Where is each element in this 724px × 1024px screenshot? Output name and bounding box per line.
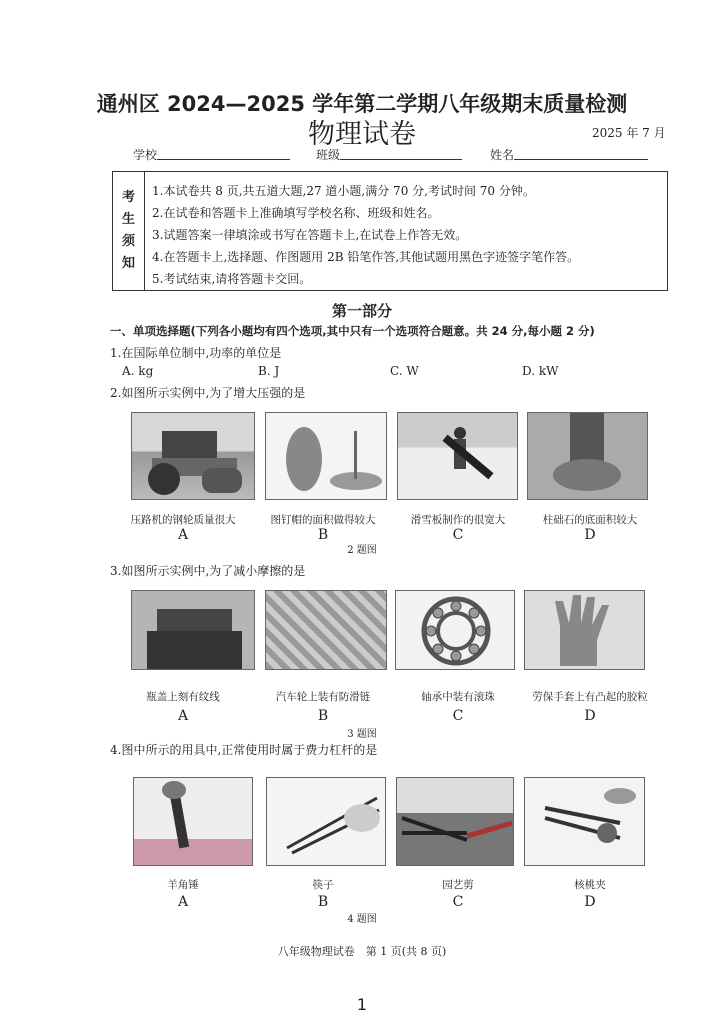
notice-item: 1.本试卷共 8 页,共五道大题,27 道小题,满分 70 分,考试时间 70 分钟。: [152, 184, 535, 198]
notice-item: 5.考试结束,请将答题卡交回。: [152, 272, 312, 286]
q1-option-c: C. W: [390, 364, 419, 378]
q3-letter-c: C: [452, 708, 464, 724]
q4-caption-d: 核桃夹: [574, 879, 606, 891]
notice-char: 须: [121, 234, 135, 249]
notice-item: 4.在答题卡上,选择题、作图题用 2B 铅笔作答,其他试题用黑色字迹签字笔作答。: [152, 250, 580, 264]
chopsticks-image: [266, 777, 386, 866]
notice-char: 生: [121, 212, 135, 227]
page-footer: 八年级物理试卷 第 1 页(共 8 页): [277, 945, 447, 958]
class-label: 班级: [316, 148, 341, 162]
school-label: 学校: [133, 148, 158, 162]
q4-stem: 4.图中所示的用具中,正常使用时属于费力杠杆的是: [110, 743, 378, 757]
nutcracker-image: [524, 777, 645, 866]
page-number: 1: [356, 995, 368, 1014]
q1-option-d: D. kW: [522, 364, 559, 378]
notice-box: [112, 171, 668, 291]
school-blank: [157, 146, 290, 160]
q4-letter-c: C: [452, 894, 464, 910]
q2-letter-b: B: [317, 527, 329, 543]
q4-letter-a: A: [177, 894, 189, 910]
name-label: 姓名: [490, 148, 515, 162]
bottle-cap-image: [131, 590, 255, 670]
q3-stem: 3.如图所示实例中,为了减小摩擦的是: [110, 564, 306, 578]
q2-letter-d: D: [584, 527, 596, 543]
q2-caption-b: 图钉帽的面积做得较大: [270, 514, 376, 526]
q2-caption-d: 柱础石的底面积较大: [542, 514, 638, 526]
q3-caption-b: 汽车轮上装有防滑链: [275, 691, 371, 703]
q3-caption-d: 劳保手套上有凸起的胶粒: [532, 691, 648, 703]
q4-letter-b: B: [317, 894, 329, 910]
ball-bearing-image: [395, 590, 515, 670]
notice-char: 知: [121, 256, 135, 271]
q2-letter-a: A: [177, 527, 189, 543]
q2-caption-a: 压路机的钢轮质量很大: [130, 514, 236, 526]
garden-shears-image: [396, 777, 514, 866]
student-fields: [133, 146, 648, 163]
pillar-base-image: [527, 412, 648, 500]
q4-caption-c: 园艺剪: [442, 879, 474, 891]
q1-option-a: A. kg: [122, 364, 154, 378]
q3-letter-a: A: [177, 708, 189, 724]
work-glove-image: [524, 590, 645, 670]
notice-items: [152, 180, 579, 290]
exam-title: 通州区 2024—2025 学年第二学期八年级期末质量检测: [96, 92, 628, 116]
q2-stem: 2.如图所示实例中,为了增大压强的是: [110, 386, 306, 400]
road-roller-image: [131, 412, 255, 500]
q1-option-b: B. J: [258, 364, 280, 378]
q3-caption-c: 轴承中装有滚珠: [421, 691, 495, 703]
q3-letter-d: D: [584, 708, 596, 724]
q2-letter-c: C: [452, 527, 464, 543]
name-blank: [514, 146, 648, 160]
q2-figure-label: 2 题图: [347, 545, 377, 556]
q1-stem: 1.在国际单位制中,功率的单位是: [110, 346, 282, 360]
part-heading: 第一部分: [331, 302, 392, 320]
q2-caption-c: 滑雪板制作的很宽大: [410, 514, 506, 526]
thumbtack-image: [265, 412, 387, 500]
q4-figure-label: 4 题图: [347, 914, 377, 925]
snowboard-image: [397, 412, 518, 500]
notice-char: 考: [121, 190, 135, 205]
section-heading: 一、单项选择题(下列各小题均有四个选项,其中只有一个选项符合题意。共 24 分,每小题 2 分): [110, 324, 595, 338]
exam-subject: 物理试卷: [308, 119, 416, 150]
class-blank: [340, 146, 462, 160]
q3-caption-a: 瓶盖上刻有纹线: [146, 691, 220, 703]
q3-letter-b: B: [317, 708, 329, 724]
exam-date: 2025 年 7 月: [592, 126, 666, 140]
notice-item: 2.在试卷和答题卡上准确填写学校名称、班级和姓名。: [152, 206, 440, 220]
notice-item: 3.试题答案一律填涂或书写在答题卡上,在试卷上作答无效。: [152, 228, 468, 242]
q4-caption-a: 羊角锤: [167, 879, 199, 891]
q3-figure-label: 3 题图: [347, 729, 377, 740]
q4-caption-b: 筷子: [312, 879, 334, 891]
snow-chain-image: [265, 590, 387, 670]
q4-letter-d: D: [584, 894, 596, 910]
claw-hammer-image: [133, 777, 253, 866]
notice-label: [113, 172, 145, 290]
